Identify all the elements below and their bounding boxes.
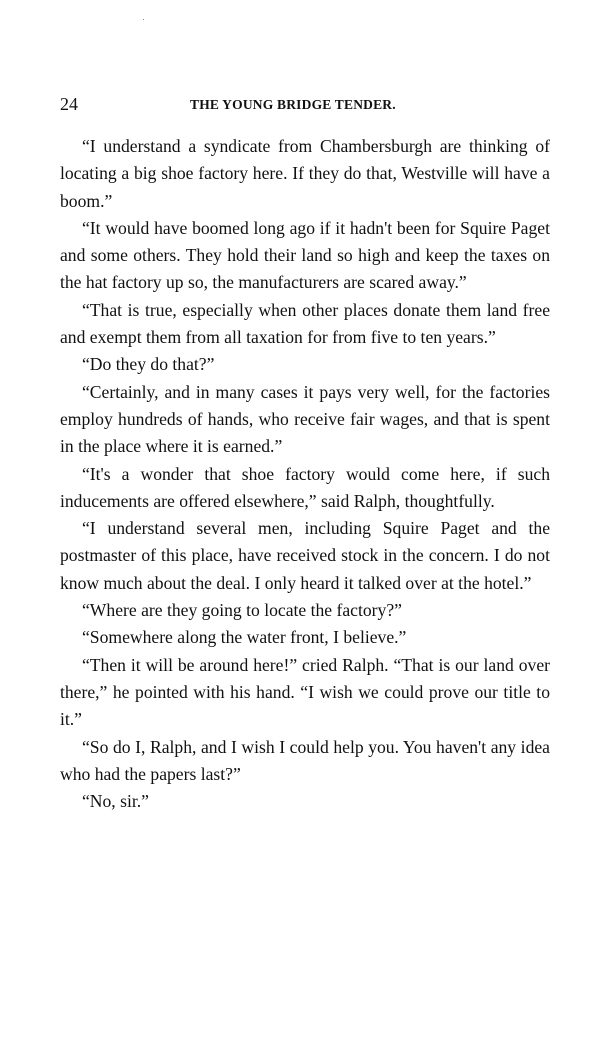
paragraph: “So do I, Ralph, and I wish I could help you. You haven't any idea who had the papers last?” <box>60 736 550 784</box>
print-speck <box>143 19 144 20</box>
paragraph: “I understand several men, including Squire Paget and the postmaster of this place, have received stock in the concern. I do not know much about the deal. I only heard it talked over at the hotel.” <box>60 518 550 593</box>
paragraph: “Somewhere along the water front, I believe.” <box>82 627 407 648</box>
paragraph: “I understand a syndicate from Chambersburgh are thinking of locating a big shoe factory here. If they do that, Westville will have a boom.” <box>60 136 550 211</box>
paragraph: “Do they do that?” <box>82 354 215 375</box>
running-head <box>60 93 550 115</box>
paragraph: “That is true, especially when other places donate them land free and exempt them from all taxation for from five to ten years.” <box>60 299 550 348</box>
page-number: 24 <box>60 94 78 114</box>
paragraph: “Certainly, and in many cases it pays very well, for the factories employ hundreds of hands, who receive fair wages, and that is spent in the place where it is earned.” <box>60 381 550 457</box>
running-title: THE YOUNG BRIDGE TENDER. <box>190 97 396 112</box>
paragraph: “No, sir.” <box>82 791 149 812</box>
paragraph: “Where are they going to locate the factory?” <box>82 600 402 621</box>
paragraph: “It would have boomed long ago if it hadn't been for Squire Paget and some others. They hold their land so high and keep the taxes on the hat factory up so, the manufacturers are scared away.” <box>60 217 550 293</box>
paragraph: “Then it will be around here!” cried Ralph. “That is our land over there,” he pointed with his hand. “I wish we could prove our title to it.” <box>60 654 550 730</box>
body-text <box>60 133 550 815</box>
paragraph: “It's a wonder that shoe factory would come here, if such inducements are offered elsewhere,” said Ralph, thoughtfully. <box>60 463 550 511</box>
